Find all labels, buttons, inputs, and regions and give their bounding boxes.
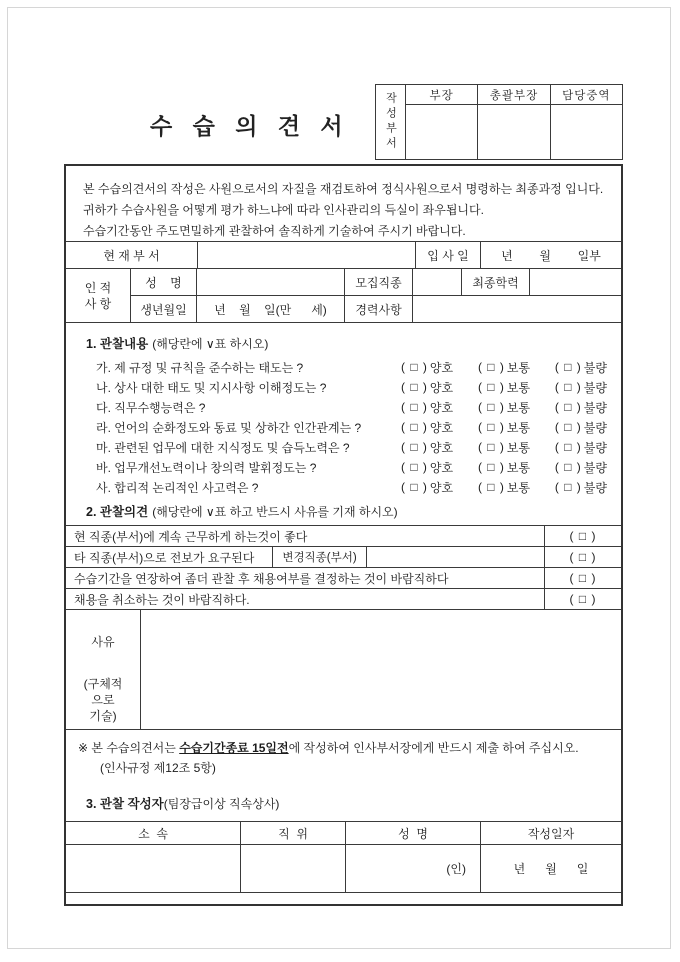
option-label-good: 양호 xyxy=(429,440,454,455)
recruit-type-label: 모집직종 xyxy=(345,269,413,295)
writer-col-name: 성 명 xyxy=(346,822,481,844)
approval-col-general-manager xyxy=(478,85,550,159)
checkbox-poor[interactable]: ( □ ) xyxy=(554,380,582,394)
observation-item-label: 마. 관련된 업무에 대한 지식정도 및 습득노력은 ? xyxy=(96,440,350,455)
rating-option-poor xyxy=(555,479,607,496)
checkbox-poor[interactable]: ( □ ) xyxy=(554,360,582,374)
rating-options xyxy=(401,379,607,396)
rating-option-poor xyxy=(555,419,607,436)
rating-option-normal xyxy=(478,439,530,456)
writer-table-body xyxy=(66,845,621,892)
rating-option-good xyxy=(401,479,453,496)
rating-option-poor xyxy=(555,379,607,396)
rating-options xyxy=(401,439,607,456)
checkbox-good[interactable]: ( □ ) xyxy=(401,460,428,474)
opinion-heading-note: (해당란에 ∨표 하고 반드시 사유를 기재 하시오) xyxy=(152,505,398,519)
checkbox-poor[interactable]: ( □ ) xyxy=(554,400,582,414)
rating-option-good xyxy=(401,379,453,396)
rating-option-poor xyxy=(555,439,607,456)
personal-detail-grid xyxy=(66,269,621,322)
birth-date-value[interactable]: 년 월 일(만 세) xyxy=(197,296,345,322)
writer-date-cell[interactable]: 년 월 일 xyxy=(513,862,589,876)
rating-options xyxy=(401,359,607,376)
intro-line-2: 귀하가 수습사원을 어떻게 평가 하느냐에 따라 인사관리의 득실이 좌우됩니다. xyxy=(83,203,484,217)
checkbox-normal[interactable]: ( □ ) xyxy=(477,460,505,474)
observation-item-label: 라. 언어의 순화정도와 동료 및 상하간 인간관계는 ? xyxy=(96,420,362,435)
approval-sign-cell-manager[interactable] xyxy=(406,105,477,159)
writer-position-input[interactable] xyxy=(241,845,346,892)
option-label-normal: 보통 xyxy=(506,400,531,415)
option-label-normal: 보통 xyxy=(506,460,531,475)
checkbox-good[interactable]: ( □ ) xyxy=(401,400,428,414)
notice-regulation: (인사규정 제12조 5항) xyxy=(100,761,216,775)
rating-option-normal xyxy=(478,459,530,476)
rating-option-normal xyxy=(478,419,530,436)
observation-item-1 xyxy=(96,357,607,377)
reason-label-line2: (구체적 xyxy=(83,677,123,691)
writer-name-seal-cell[interactable] xyxy=(346,845,481,892)
opinion-row-keep xyxy=(66,526,621,547)
rating-option-normal xyxy=(478,479,530,496)
opinion-checkbox-keep[interactable]: ( □ ) xyxy=(544,526,621,546)
reason-input-area[interactable] xyxy=(141,610,621,729)
opinion-row-label: 수습기간을 연장하여 좀더 관찰 후 채용여부를 결정하는 것이 바람직하다 xyxy=(74,571,449,586)
personal-row-current-dept xyxy=(66,242,621,269)
intro-line-1: 본 수습의견서의 작성은 사원으로서의 자질을 재검토하여 정식사원으로서 명령하는 최종과정 입니다. xyxy=(83,182,604,196)
writer-section-heading xyxy=(66,794,621,812)
reason-label xyxy=(66,610,141,729)
checkbox-good[interactable]: ( □ ) xyxy=(401,440,428,454)
personal-group-label-line1: 인 적 xyxy=(84,280,112,295)
option-label-poor: 불량 xyxy=(583,480,607,495)
birth-date-label: 생년월일 xyxy=(131,296,197,322)
observation-heading-note: (해당란에 ∨표 하시오) xyxy=(152,337,269,351)
reason-label-line4: 기술) xyxy=(89,709,117,723)
observation-section-heading xyxy=(86,334,607,352)
rating-option-good xyxy=(401,419,453,436)
approval-col-head-general-manager: 총괄부장 xyxy=(478,85,549,105)
option-label-poor: 불량 xyxy=(583,400,607,415)
approval-col-manager xyxy=(406,85,478,159)
rating-option-good xyxy=(401,399,453,416)
rating-option-good xyxy=(401,439,453,456)
notice-text xyxy=(78,739,621,756)
observation-item-2 xyxy=(96,377,607,397)
reason-box xyxy=(66,610,621,730)
opinion-section-heading xyxy=(66,502,621,520)
personal-row-birth xyxy=(131,296,621,322)
opinion-heading-title: 2. 관찰의견 xyxy=(86,505,149,519)
checkbox-good[interactable]: ( □ ) xyxy=(401,380,428,394)
opinion-row-extend xyxy=(66,568,621,589)
change-dept-input[interactable] xyxy=(366,547,544,567)
career-label: 경력사항 xyxy=(345,296,413,322)
checkbox-normal[interactable]: ( □ ) xyxy=(477,360,505,374)
notice-prefix: ※ 본 수습의견서는 xyxy=(78,741,180,755)
observation-item-label: 바. 업무개선노력이나 창의력 발휘정도는 ? xyxy=(96,460,317,475)
option-label-normal: 보통 xyxy=(506,380,531,395)
approval-col-executive xyxy=(551,85,622,159)
writer-col-position: 직 위 xyxy=(241,822,346,844)
writer-heading-title: 3. 관찰 작성자 xyxy=(86,797,164,811)
rating-option-good xyxy=(401,459,453,476)
change-dept-label: 변경직종(부서) xyxy=(272,547,366,567)
checkbox-poor[interactable]: ( □ ) xyxy=(554,440,582,454)
join-date-label: 입 사 일 xyxy=(416,242,481,268)
observation-item-label: 나. 상사 대한 태도 및 지시사항 이해정도는 ? xyxy=(96,380,327,395)
current-dept-label: 현 재 부 서 xyxy=(66,242,198,268)
option-label-normal: 보통 xyxy=(506,480,531,495)
option-label-good: 양호 xyxy=(429,420,454,435)
writer-table-header xyxy=(66,822,621,845)
rating-option-normal xyxy=(478,379,530,396)
education-label: 최종학력 xyxy=(462,269,530,295)
option-label-normal: 보통 xyxy=(506,360,531,375)
option-label-good: 양호 xyxy=(429,400,454,415)
opinion-checkbox-extend[interactable]: ( □ ) xyxy=(544,568,621,588)
observation-item-7 xyxy=(96,477,607,497)
checkbox-normal[interactable]: ( □ ) xyxy=(477,440,505,454)
rating-option-normal xyxy=(478,399,530,416)
personal-info-table xyxy=(66,241,621,323)
seal-mark: (인) xyxy=(446,862,466,876)
checkbox-poor[interactable]: ( □ ) xyxy=(554,480,582,494)
opinion-table xyxy=(66,525,621,610)
observation-heading-title: 1. 관찰내용 xyxy=(86,337,149,351)
personal-group-label-line2: 사 항 xyxy=(84,296,112,311)
checkbox-good[interactable]: ( □ ) xyxy=(401,360,428,374)
writer-table xyxy=(66,821,621,893)
approval-sign-cell-executive[interactable] xyxy=(551,105,622,159)
career-input[interactable] xyxy=(413,296,621,322)
option-label-poor: 불량 xyxy=(583,380,607,395)
education-input[interactable] xyxy=(530,269,621,295)
observation-item-3 xyxy=(96,397,607,417)
opinion-row-label: 타 직종(부서)으로 전보가 요구된다 xyxy=(74,550,255,565)
intro-line-3: 수습기간동안 주도면밀하게 관찰하여 솔직하게 기술하여 주시기 바랍니다. xyxy=(83,224,466,238)
writer-col-date: 작성일자 xyxy=(527,826,575,841)
checkbox-normal[interactable]: ( □ ) xyxy=(477,420,505,434)
writer-col-dept: 소 속 xyxy=(66,822,241,844)
join-date-value[interactable]: 년 월 일부 xyxy=(501,248,601,263)
observation-item-4 xyxy=(96,417,607,437)
checkbox-normal[interactable]: ( □ ) xyxy=(477,380,505,394)
observation-item-6 xyxy=(96,457,607,477)
notice-deadline: 수습기간종료 15일전 xyxy=(179,741,289,755)
option-label-normal: 보통 xyxy=(506,420,531,435)
option-label-poor: 불량 xyxy=(583,460,607,475)
writer-heading-note: (팀장급이상 직속상사) xyxy=(163,797,280,811)
opinion-row-label: 채용을 취소하는 것이 바람직하다. xyxy=(74,592,250,607)
checkbox-poor[interactable]: ( □ ) xyxy=(554,420,582,434)
name-input[interactable] xyxy=(197,269,345,295)
writer-dept-input[interactable] xyxy=(66,845,241,892)
rating-options xyxy=(401,419,607,436)
opinion-row-label: 현 직종(부서)에 계속 근무하게 하는것이 좋다 xyxy=(74,529,308,544)
rating-option-poor xyxy=(555,459,607,476)
approval-signoff-table xyxy=(375,84,623,160)
checkbox-good[interactable]: ( □ ) xyxy=(401,420,428,434)
personal-row-name xyxy=(131,269,621,296)
opinion-row-transfer xyxy=(66,547,621,568)
observation-item-list xyxy=(86,357,607,497)
approval-sign-cell-general-manager[interactable] xyxy=(478,105,549,159)
approval-row-label xyxy=(376,85,406,159)
option-label-good: 양호 xyxy=(429,480,454,495)
rating-option-poor xyxy=(555,359,607,376)
rating-options xyxy=(401,399,607,416)
option-label-good: 양호 xyxy=(429,460,454,475)
reason-label-line1: 사유 xyxy=(91,635,115,649)
observation-item-label: 가. 제 규정 및 규칙을 준수하는 태도는 ? xyxy=(96,360,304,375)
observation-item-5 xyxy=(96,437,607,457)
option-label-poor: 불량 xyxy=(583,440,607,455)
observation-item-label: 사. 합리적 논리적인 사고력은 ? xyxy=(96,480,259,495)
checkbox-normal[interactable]: ( □ ) xyxy=(477,400,505,414)
name-label: 성 명 xyxy=(131,269,197,295)
observation-item-label: 다. 직무수행능력은 ? xyxy=(96,400,206,415)
option-label-poor: 불량 xyxy=(583,360,607,375)
checkbox-poor[interactable]: ( □ ) xyxy=(554,460,582,474)
rating-options xyxy=(401,459,607,476)
personal-group-label xyxy=(66,269,131,322)
approval-col-head-executive: 담당중역 xyxy=(551,85,622,105)
checkbox-normal[interactable]: ( □ ) xyxy=(477,480,505,494)
option-label-good: 양호 xyxy=(429,360,454,375)
rating-option-normal xyxy=(478,359,530,376)
option-label-poor: 불량 xyxy=(583,420,607,435)
approval-col-head-manager: 부장 xyxy=(406,85,477,105)
opinion-checkbox-cancel[interactable]: ( □ ) xyxy=(544,589,621,609)
rating-option-poor xyxy=(555,399,607,416)
form-body-box xyxy=(64,164,623,906)
rating-option-good xyxy=(401,359,453,376)
form-title: 수 습 의 견 서 xyxy=(150,113,350,139)
opinion-checkbox-transfer[interactable]: ( □ ) xyxy=(544,547,621,567)
option-label-normal: 보통 xyxy=(506,440,531,455)
option-label-good: 양호 xyxy=(429,380,454,395)
checkbox-good[interactable]: ( □ ) xyxy=(401,480,428,494)
intro-text xyxy=(66,166,621,241)
rating-options xyxy=(401,479,607,496)
current-dept-input[interactable] xyxy=(198,242,416,268)
observation-section xyxy=(66,323,621,497)
recruit-type-input[interactable] xyxy=(413,269,462,295)
approval-row-label-text: 작성부서 xyxy=(384,92,397,152)
notice-suffix: 에 작성하여 인사부서장에게 반드시 제출 하여 주십시오. xyxy=(288,741,579,755)
opinion-row-cancel xyxy=(66,589,621,610)
reason-label-line3: 으로 xyxy=(91,693,115,707)
